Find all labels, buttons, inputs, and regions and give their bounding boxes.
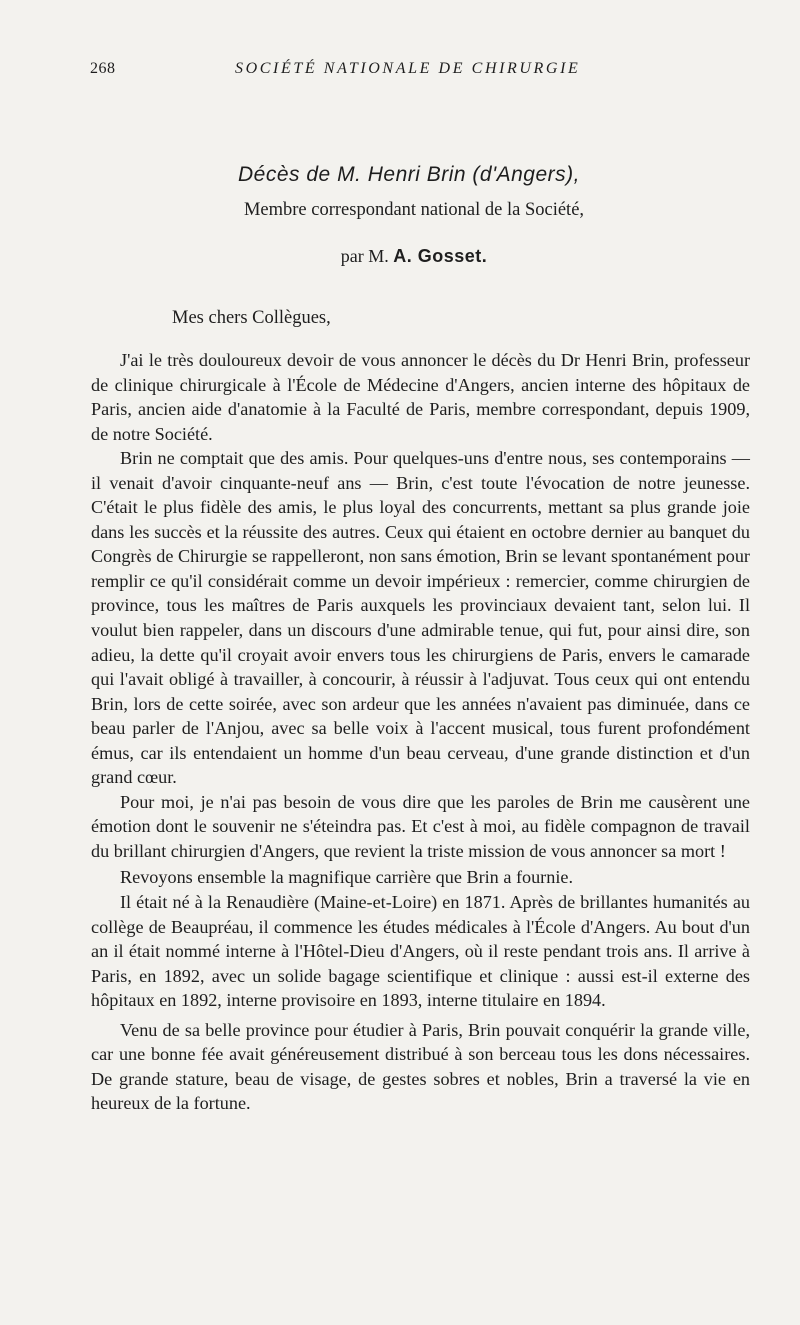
paragraph: Revoyons ensemble la magnifique carrière que Brin a fournie. (120, 867, 574, 888)
journal-title: SOCIÉTÉ NATIONALE DE CHIRURGIE (235, 60, 581, 77)
paragraph: J'ai le très douloureux devoir de vous annoncer le décès du Dr Henri Brin, professeur de clinique chirurgicale à l'École de Médecine d'Angers, ancien interne des hôpitaux de Paris, ancien aide d'anatomie à la Faculté de Paris, membre correspondant, depuis 1909, de notre Société. (91, 350, 750, 444)
page-number: 268 (90, 60, 116, 77)
salutation: Mes chers Collègues, (172, 308, 331, 328)
running-header (90, 60, 750, 84)
paragraph: Venu de sa belle province pour étudier à Paris, Brin pouvait conquérir la grande ville, car une bonne fée avait généreusement distribué à son berceau tous les dons nécessaires. De grande stature, beau de visage, de gestes sobres et nobles, Brin a traversé la vie en heureux de la fortune. (91, 1019, 750, 1114)
paragraph: Brin ne comptait que des amis. Pour quelques-uns d'entre nous, ses contemporains — il venait d'avoir cinquante-neuf ans — Brin, c'est toute l'évocation de notre jeunesse. C'était le plus fidèle des amis, le plus loyal des concurrents, mettant sa plus grande joie dans les succès et la réussite des autres. Ceux qui étaient en octobre dernier au banquet du Congrès de Chirurgie se rappelleront, non sans émotion, Brin se levant spontanément pour remplir ce qu'il considérait comme un devoir impérieux : remercier, comme chirurgien de province, tous les maîtres de Paris auxquels les provinciaux devaient tant, selon lui. Il voulut bien rappeler, dans un discours d'une admirable tenue, qui fut, pour ainsi dire, son adieu, la dette qu'il croyait avoir envers tous les chirurgiens de Paris, envers le camarade qui l'avait obligé à travailler, à concourir, à réussir à l'adjuvat. Tous ceux qui ont entendu Brin, lors de cette soirée, avec son ardeur que les années n'avaient pas diminuée, dans ce beau parler de l'Anjou, avec sa belle voix à l'accent musical, tous furent profondément émus, car ils entendaient un homme d'un beau cerveau, d'une grande distinction et d'un grand cœur. (91, 448, 750, 788)
article-title: Décès de M. Henri Brin (d'Angers), (238, 163, 580, 186)
author-prefix: par M. (340, 246, 389, 266)
author-name: A. Gosset. (393, 246, 488, 266)
article-subtitle: Membre correspondant national de la Société, (243, 200, 585, 220)
author-line (0, 246, 800, 267)
paragraph: Il était né à la Renaudière (Maine-et-Loire) en 1871. Après de brillantes humanités au collège de Beaupréau, il commence les études médicales à l'École d'Angers. Au bout d'un an il était nommé interne à l'Hôtel-Dieu d'Angers, où il reste pendant trois ans. Il arrive à Paris, en 1892, avec un solide bagage scientifique et clinique : aussi est-il externe des hôpitaux en 1892, interne provisoire en 1893, interne titulaire en 1894. (91, 892, 750, 1011)
paragraph: Pour moi, je n'ai pas besoin de vous dire que les paroles de Brin me causèrent une émotion dont le souvenir ne s'éteindra pas. Et c'est à moi, au fidèle compagnon de travail du brillant chirurgien d'Angers, que revient la triste mission de vous annoncer sa mort ! (91, 791, 750, 861)
body-text (91, 348, 750, 1116)
